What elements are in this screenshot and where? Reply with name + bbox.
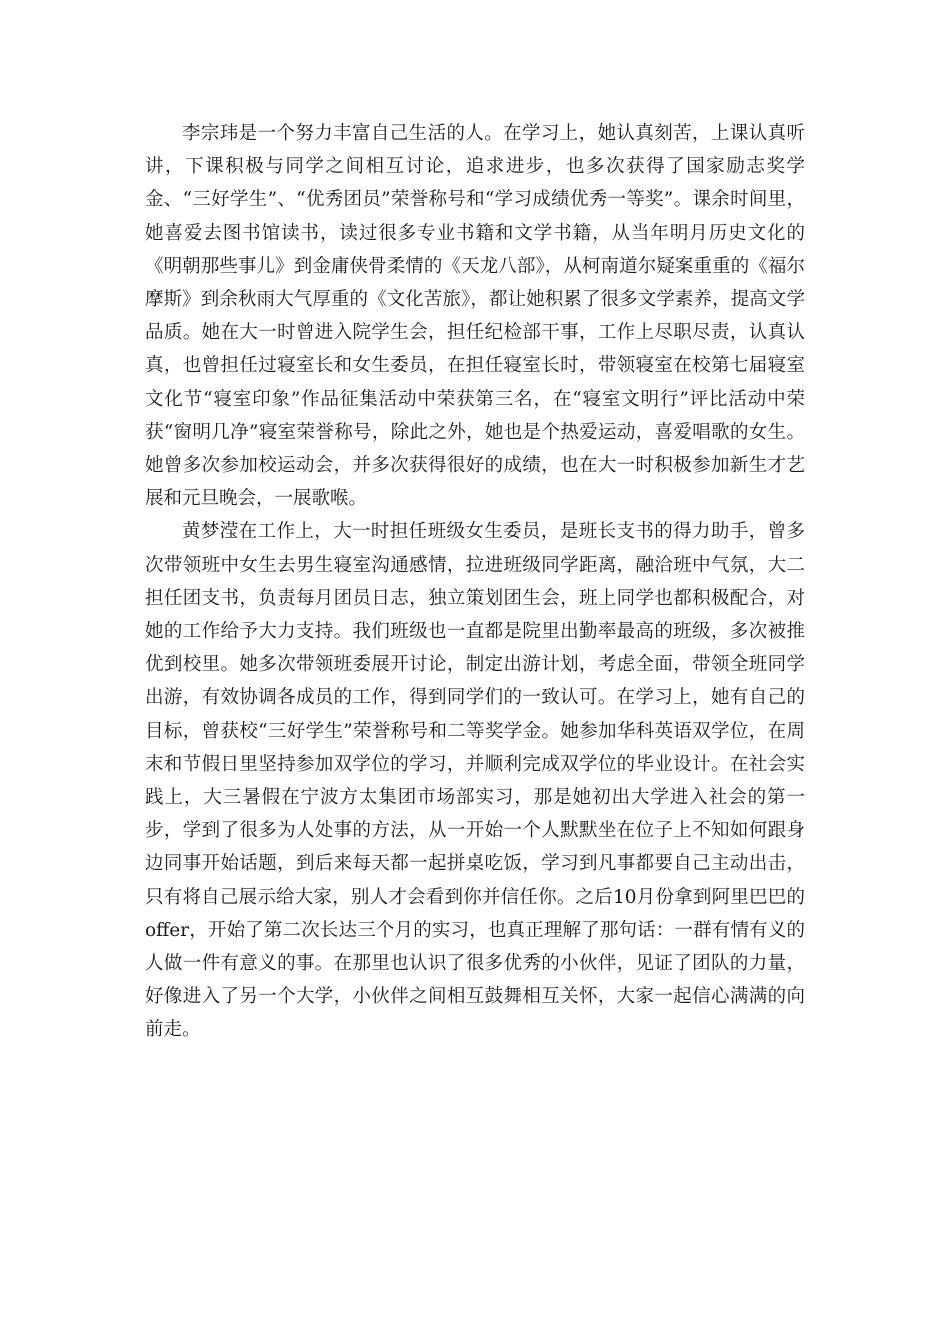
paragraph-huang-mengying: 黄梦滢在工作上，大一时担任班级女生委员，是班长支书的得力助手，曾多次带领班中女生去男生寝室沟通感情，拉进班级同学距离，融洽班中气氛，大二担任团支书，负责每月团员日志，独立策划团生会，班上同学也都积极配合，对她的工作给予大力支持。我们班级也一直都是院里出勤率最高的班级，多次被推优到校里。她多次带领班委展开讨论，制定出游计划，考虑全面，带领全班同学出游，有效协调各成员的工作，得到同学们的一致认可。在学习上，她有自己的目标，曾获校“三好学生”荣誉称号和二等奖学金。她参加华科英语双学位，在周末和节假日里坚持参加双学位的学习，并顺利完成双学位的毕业设计。在社会实践上，大三暑假在宁波方太集团市场部实习，那是她初出大学进入社会的第一步，学到了很多为人处事的方法，从一开始一个人默默坐在位子上不知如何跟身边同事开始话题，到后来每天都一起拼桌吃饭，学习到凡事都要自己主动出击，只有将自己展示给大家，别人才会看到你并信任你。之后10月份拿到阿里巴巴的offer，开始了第二次长达三个月的实习，也真正理解了那句话：一群有情有义的人做一件有意义的事。在那里也认识了很多优秀的小伙伴，见证了团队的力量，好像进入了另一个大学，小伙伴之间相互鼓舞相互关怀，大家一起信心满满的向前走。 <box>145 521 805 1041</box>
paragraph-li-zongwei: 李宗玮是一个努力丰富自己生活的人。在学习上，她认真刻苦，上课认真听讲，下课积极与同学之间相互讨论，追求进步，也多次获得了国家励志奖学金、“三好学生”、“优秀团员”荣誉称号和“学习成绩优秀一等奖”。课余时间里，她喜爱去图书馆读书，读过很多专业书籍和文学书籍，从当年明月历史文化的《明朝那些事儿》到金庸侠骨柔情的《天龙八部》，从柯南道尔疑案重重的《福尔摩斯》到余秋雨大气厚重的《文化苦旅》，都让她积累了很多文学素养，提高文学品质。她在大一时曾进入院学生会，担任纪检部干事，工作上尽职尽责，认真认真，也曾担任过寝室长和女生委员，在担任寝室长时，带领寝室在校第七届寝室文化节“寝室印象”作品征集活动中荣获第三名，在“寝室文明行”评比活动中荣获“窗明几净”寝室荣誉称号，除此之外，她也是个热爱运动，喜爱唱歌的女生。她曾多次参加校运动会，并多次获得很好的成绩，也在大一时积极参加新生才艺展和元旦晚会，一展歌喉。 <box>145 123 805 510</box>
document-body <box>145 117 805 1047</box>
